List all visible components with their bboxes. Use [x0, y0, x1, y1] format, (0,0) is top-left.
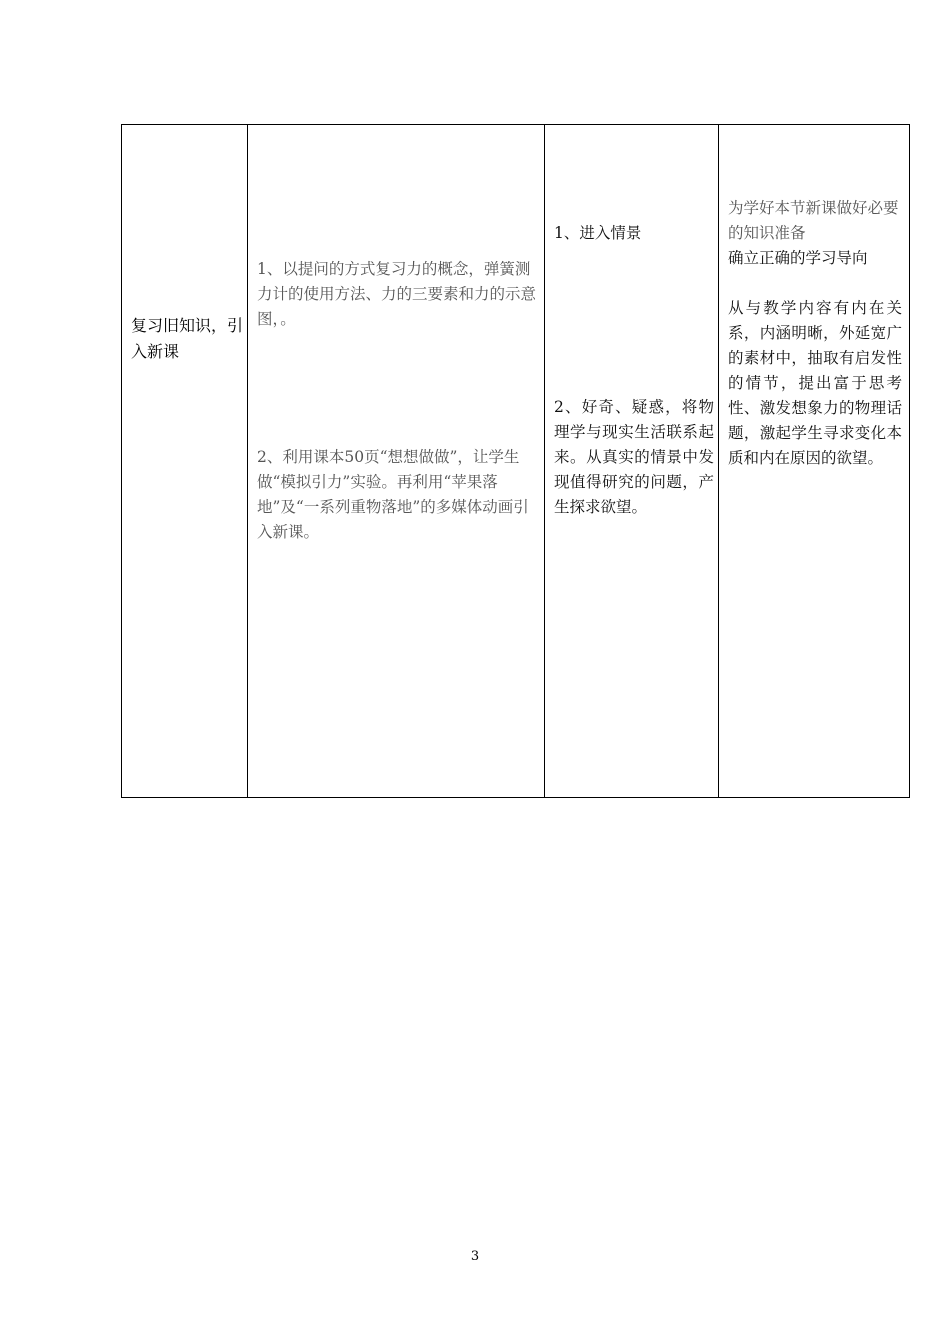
- lesson-plan-table: [121, 124, 910, 798]
- stage-label: 复习旧知识，引入新课: [131, 316, 244, 361]
- table-row: [122, 125, 910, 798]
- stage-cell: [122, 125, 248, 798]
- teacher-activity-cell: [248, 125, 545, 798]
- design-intent-line-2: 确立正确的学习导向: [728, 249, 868, 267]
- student-activity-item-2: 2、好奇、疑惑，将物理学与现实生活联系起来。从真实的情景中发现值得研究的问题，产生探求欲望。: [554, 398, 714, 516]
- page-number: 3: [470, 1249, 480, 1264]
- design-intent-line-3: 从与教学内容有内在关系，内涵明晰，外延宽广的素材中，抽取有启发性的情节，提出富于思考性、激发想象力的物理话题，激起学生寻求变化本质和内在原因的欲望。: [728, 299, 902, 467]
- student-activity-cell: [545, 125, 719, 798]
- teacher-activity-item-1: 1、以提问的方式复习力的概念，弹簧测力计的使用方法、力的三要素和力的示意图，。: [257, 260, 537, 328]
- design-intent-line-1: 为学好本节新课做好必要的知识准备: [728, 199, 899, 242]
- student-activity-item-1: 1、进入情景: [554, 224, 642, 242]
- teacher-activity-item-2: 2、利用课本50页“想想做做”，让学生做“模拟引力”实验。再利用“苹果落地”及“一系列重物落地”的多媒体动画引入新课。: [257, 448, 529, 541]
- design-intent-cell: [719, 125, 910, 798]
